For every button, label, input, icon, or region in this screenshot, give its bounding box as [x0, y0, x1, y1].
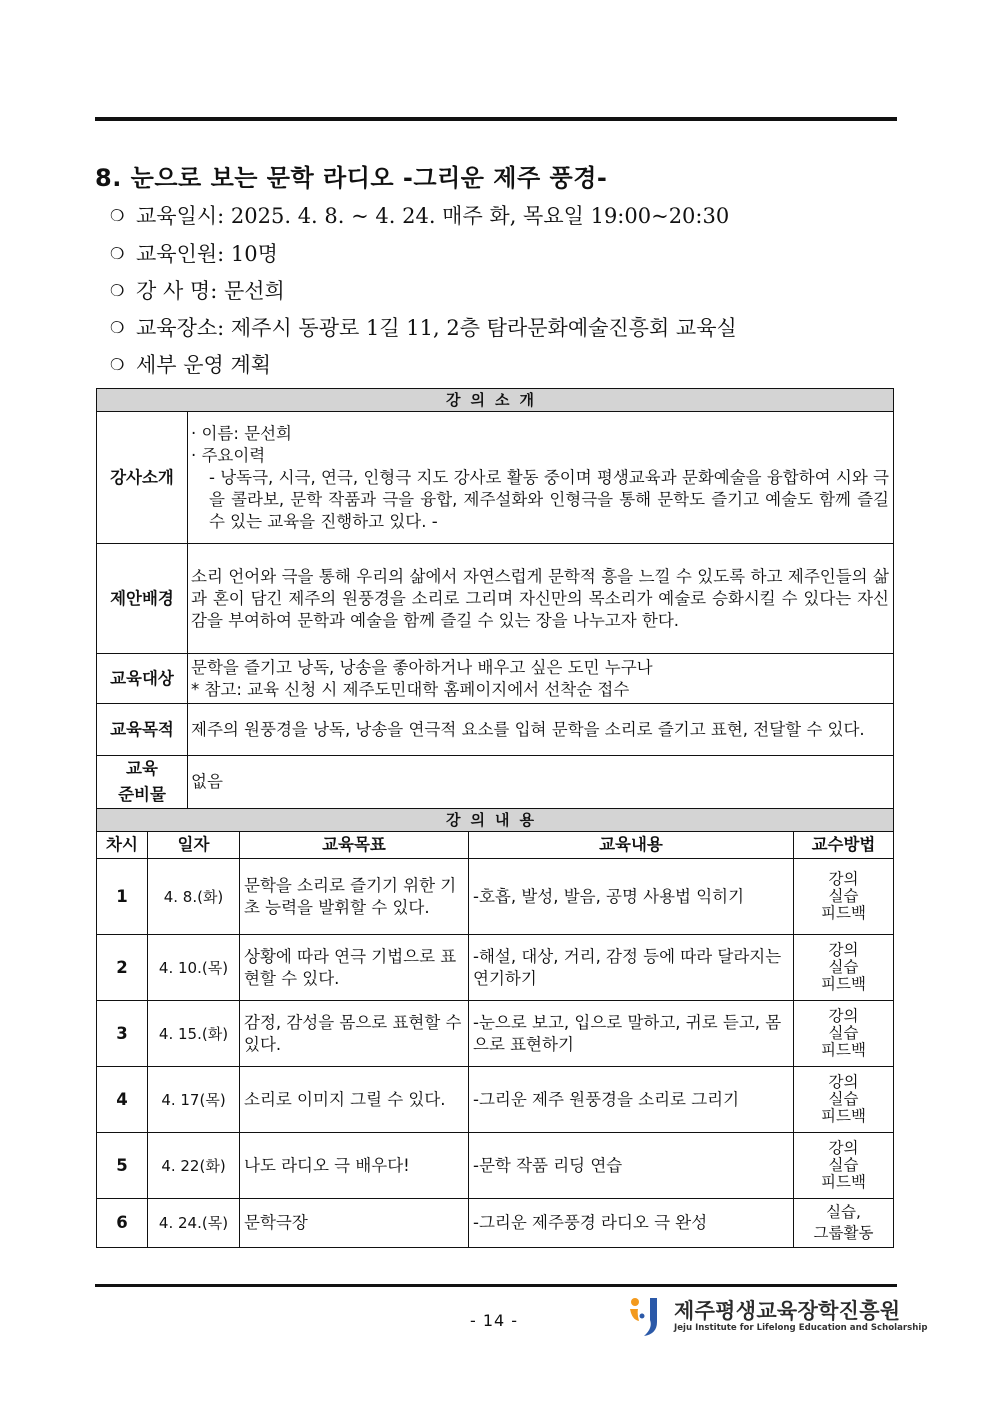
session-goal: 나도 라디오 극 배우다! [240, 1133, 469, 1199]
session-num: 1 [97, 859, 148, 935]
goal-label: 교육목적 [97, 704, 188, 756]
session-num: 4 [97, 1067, 148, 1133]
instructor-content [188, 412, 894, 544]
session-method: 강의 실습 피드백 [794, 1001, 894, 1067]
session-method: 강의 실습 피드백 [794, 1067, 894, 1133]
section-title: 8. 눈으로 보는 문학 라디오 -그리운 제주 풍경- [95, 164, 608, 192]
session-method: 실습, 그룹활동 [794, 1199, 894, 1248]
top-rule [95, 117, 897, 121]
session-date: 4. 17(목) [148, 1067, 240, 1133]
course-plan-table [96, 388, 894, 1248]
col-session: 차시 [97, 832, 148, 859]
session-date: 4. 8.(화) [148, 859, 240, 935]
info-item-date: ❍ 교육일시: 2025. 4. 8. ~ 4. 24. 매주 화, 목요일 19:00~20:30 [110, 204, 730, 228]
instructor-name: · 이름: 문선희 [191, 423, 292, 443]
target-content [188, 654, 894, 704]
instructor-career-heading: · 주요이력 [191, 445, 266, 465]
content-section-header: 강의내용 [97, 809, 894, 832]
session-content: -해설, 대상, 거리, 감정 등에 따라 달라지는 연기하기 [469, 935, 794, 1001]
session-content: -눈으로 보고, 입으로 말하고, 귀로 듣고, 몸으로 표현하기 [469, 1001, 794, 1067]
session-date: 4. 22(화) [148, 1133, 240, 1199]
session-content: -그리운 제주풍경 라디오 극 완성 [469, 1199, 794, 1248]
page-number: - 14 - [470, 1311, 519, 1330]
session-goal: 상황에 따라 연극 기법으로 표현할 수 있다. [240, 935, 469, 1001]
table-row [97, 935, 894, 1001]
session-goal: 감정, 감성을 몸으로 표현할 수 있다. [240, 1001, 469, 1067]
session-goal: 문학을 소리로 즐기기 위한 기초 능력을 발휘할 수 있다. [240, 859, 469, 935]
org-logo [626, 1294, 928, 1338]
intro-section-header: 강의소개 [97, 389, 894, 412]
table-row [97, 1133, 894, 1199]
session-content: -호흡, 발성, 발음, 공명 사용법 익히기 [469, 859, 794, 935]
col-method: 교수방법 [794, 832, 894, 859]
target-note: * 참고: 교육 신청 시 제주도민대학 홈페이지에서 선착순 접수 [191, 679, 630, 699]
session-content: -그리운 제주 원풍경을 소리로 그리기 [469, 1067, 794, 1133]
table-row [97, 1199, 894, 1248]
session-num: 5 [97, 1133, 148, 1199]
session-num: 3 [97, 1001, 148, 1067]
session-num: 2 [97, 935, 148, 1001]
info-item-instructor: ❍ 강 사 명: 문선희 [110, 279, 285, 303]
info-item-location: ❍ 교육장소: 제주시 동광로 1길 11, 2층 탐라문화예술진흥회 교육실 [110, 316, 737, 340]
circle-bullet-icon: ❍ [110, 281, 125, 300]
session-content: -문학 작품 리딩 연습 [469, 1133, 794, 1199]
session-method: 강의 실습 피드백 [794, 935, 894, 1001]
org-name: 제주평생교육장학진흥원 [674, 1299, 901, 1323]
session-method: 강의 실습 피드백 [794, 859, 894, 935]
session-method: 강의 실습 피드백 [794, 1133, 894, 1199]
table-row [97, 1067, 894, 1133]
table-row [97, 859, 894, 935]
col-content: 교육내용 [469, 832, 794, 859]
bottom-rule [95, 1284, 897, 1287]
col-date: 일자 [148, 832, 240, 859]
session-date: 4. 15.(화) [148, 1001, 240, 1067]
circle-bullet-icon: ❍ [110, 244, 125, 263]
info-item-plan: ❍ 세부 운영 계획 [110, 353, 272, 377]
session-goal: 문학극장 [240, 1199, 469, 1248]
circle-bullet-icon: ❍ [110, 318, 125, 337]
org-name-en: Jeju Institute for Lifelong Education and Scholarship [674, 1323, 928, 1333]
org-logo-icon [626, 1294, 670, 1338]
target-label: 교육대상 [97, 654, 188, 704]
materials-label: 교육 준비물 [97, 756, 188, 809]
col-goal: 교육목표 [240, 832, 469, 859]
background-label: 제안배경 [97, 544, 188, 654]
session-date: 4. 24.(목) [148, 1199, 240, 1248]
circle-bullet-icon: ❍ [110, 206, 125, 225]
circle-bullet-icon: ❍ [110, 355, 125, 374]
materials-text: 없음 [188, 756, 894, 809]
target-line: 문학을 즐기고 낭독, 낭송을 좋아하거나 배우고 싶은 도민 누구나 [191, 657, 653, 677]
background-text: 소리 언어와 극을 통해 우리의 삶에서 자연스럽게 문학적 흥을 느낄 수 있도록 하고 제주인들의 삶과 혼이 담긴 제주의 원풍경을 소리로 그리며 자신만의 목소리가 예술로 승화시킬 수 있다는 자신감을 부여하여 문학과 예술을 함께 즐길 수 있는 장을 나누고자 한다. [188, 544, 894, 654]
goal-text: 제주의 원풍경을 낭독, 낭송을 연극적 요소를 입혀 문학을 소리로 즐기고 표현, 전달할 수 있다. [188, 704, 894, 756]
instructor-career-text: - 낭독극, 시극, 연극, 인형극 지도 강사로 활동 중이며 평생교육과 문화예술을 융합하여 시와 극을 콜라보, 문학 작품과 극을 융합, 제주설화와 인형극을 통해 문학도 즐기고 예술도 함께 즐길 수 있는 교육을 진행하고 있다. - [209, 467, 889, 531]
session-num: 6 [97, 1199, 148, 1248]
info-item-count: ❍ 교육인원: 10명 [110, 242, 278, 266]
table-row [97, 1001, 894, 1067]
session-goal: 소리로 이미지 그릴 수 있다. [240, 1067, 469, 1133]
session-date: 4. 10.(목) [148, 935, 240, 1001]
instructor-label: 강사소개 [97, 412, 188, 544]
